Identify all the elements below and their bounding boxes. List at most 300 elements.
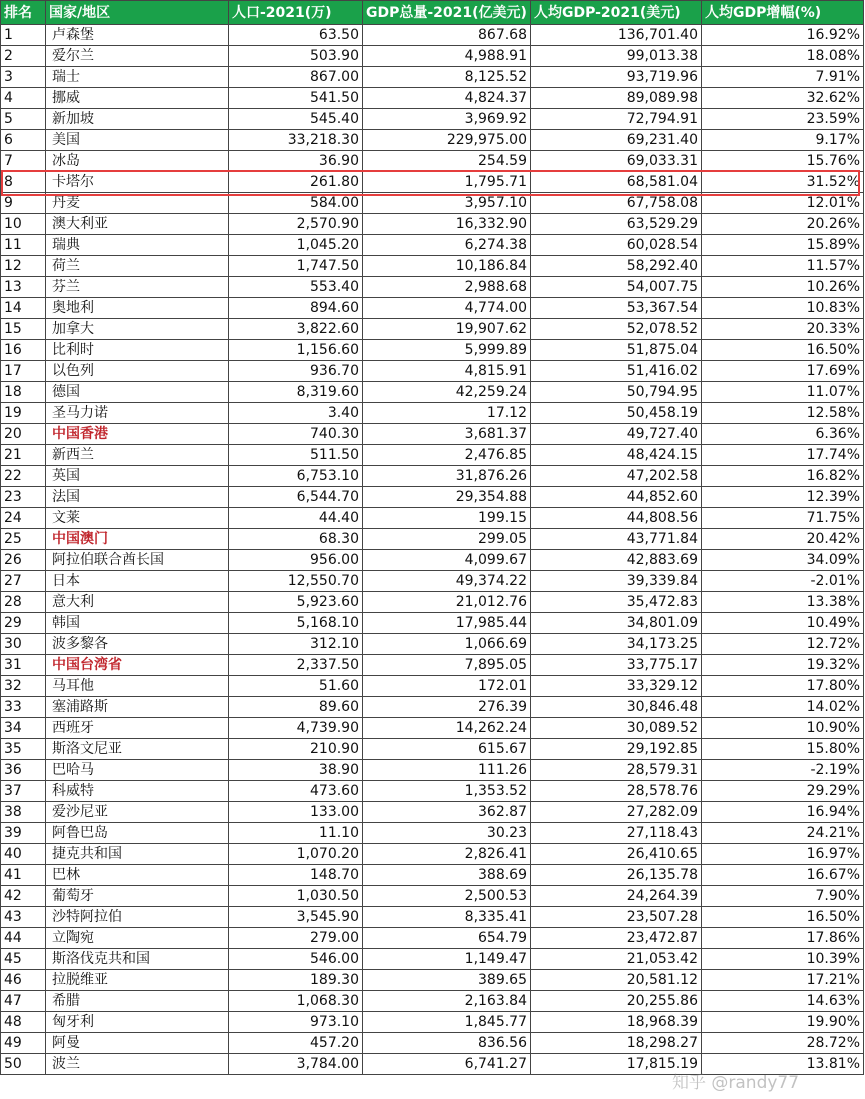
cell-gdp-total: 276.39 — [363, 697, 531, 718]
cell-rank: 44 — [1, 928, 46, 949]
cell-gdp-total: 1,353.52 — [363, 781, 531, 802]
cell-population: 89.60 — [229, 697, 363, 718]
cell-gdp-per-capita: 23,507.28 — [531, 907, 702, 928]
cell-country: 巴哈马 — [46, 760, 229, 781]
cell-population: 5,168.10 — [229, 613, 363, 634]
table-row — [1, 151, 864, 172]
cell-rank: 38 — [1, 802, 46, 823]
cell-growth: 19.90% — [702, 1012, 864, 1033]
cell-population: 1,070.20 — [229, 844, 363, 865]
cell-population: 189.30 — [229, 970, 363, 991]
cell-country: 斯洛伐克共和国 — [46, 949, 229, 970]
cell-gdp-total: 254.59 — [363, 151, 531, 172]
cell-growth: 11.57% — [702, 256, 864, 277]
cell-gdp-per-capita: 34,173.25 — [531, 634, 702, 655]
cell-country: 挪威 — [46, 88, 229, 109]
cell-growth: 7.91% — [702, 67, 864, 88]
cell-gdp-per-capita: 17,815.19 — [531, 1054, 702, 1075]
cell-gdp-per-capita: 28,578.76 — [531, 781, 702, 802]
cell-gdp-total: 2,476.85 — [363, 445, 531, 466]
cell-rank: 14 — [1, 298, 46, 319]
cell-population: 6,544.70 — [229, 487, 363, 508]
cell-gdp-total: 6,274.38 — [363, 235, 531, 256]
cell-country: 文莱 — [46, 508, 229, 529]
cell-growth: 10.26% — [702, 277, 864, 298]
cell-growth: 16.50% — [702, 340, 864, 361]
cell-country: 奥地利 — [46, 298, 229, 319]
cell-country: 意大利 — [46, 592, 229, 613]
cell-population: 51.60 — [229, 676, 363, 697]
cell-growth: 17.69% — [702, 361, 864, 382]
cell-gdp-total: 172.01 — [363, 676, 531, 697]
cell-population: 5,923.60 — [229, 592, 363, 613]
cell-rank: 50 — [1, 1054, 46, 1075]
table-row — [1, 949, 864, 970]
cell-country: 芬兰 — [46, 277, 229, 298]
cell-rank: 35 — [1, 739, 46, 760]
cell-gdp-per-capita: 93,719.96 — [531, 67, 702, 88]
cell-rank: 5 — [1, 109, 46, 130]
cell-growth: 32.62% — [702, 88, 864, 109]
cell-gdp-total: 10,186.84 — [363, 256, 531, 277]
cell-gdp-total: 1,795.71 — [363, 172, 531, 193]
cell-growth: 17.86% — [702, 928, 864, 949]
table-row — [1, 67, 864, 88]
cell-rank: 45 — [1, 949, 46, 970]
cell-population: 312.10 — [229, 634, 363, 655]
cell-country: 卢森堡 — [46, 25, 229, 46]
cell-country: 马耳他 — [46, 676, 229, 697]
table-row — [1, 592, 864, 613]
cell-rank: 28 — [1, 592, 46, 613]
cell-country: 科威特 — [46, 781, 229, 802]
cell-gdp-per-capita: 34,801.09 — [531, 613, 702, 634]
table-row — [1, 487, 864, 508]
cell-population: 3,784.00 — [229, 1054, 363, 1075]
cell-gdp-per-capita: 42,883.69 — [531, 550, 702, 571]
cell-growth: -2.19% — [702, 760, 864, 781]
cell-population: 1,747.50 — [229, 256, 363, 277]
cell-population: 2,570.90 — [229, 214, 363, 235]
cell-gdp-per-capita: 20,581.12 — [531, 970, 702, 991]
cell-rank: 4 — [1, 88, 46, 109]
cell-gdp-per-capita: 35,472.83 — [531, 592, 702, 613]
cell-gdp-per-capita: 50,458.19 — [531, 403, 702, 424]
table-row — [1, 508, 864, 529]
cell-rank: 7 — [1, 151, 46, 172]
cell-country: 西班牙 — [46, 718, 229, 739]
cell-rank: 47 — [1, 991, 46, 1012]
cell-rank: 26 — [1, 550, 46, 571]
cell-country: 法国 — [46, 487, 229, 508]
header-gdp-total: GDP总量-2021(亿美元) — [363, 1, 531, 25]
table-row — [1, 907, 864, 928]
cell-gdp-per-capita: 51,875.04 — [531, 340, 702, 361]
cell-growth: 9.17% — [702, 130, 864, 151]
cell-population: 740.30 — [229, 424, 363, 445]
header-rank: 排名 — [1, 1, 46, 25]
cell-rank: 23 — [1, 487, 46, 508]
cell-gdp-total: 229,975.00 — [363, 130, 531, 151]
cell-growth: 13.81% — [702, 1054, 864, 1075]
cell-gdp-total: 654.79 — [363, 928, 531, 949]
cell-gdp-per-capita: 68,581.04 — [531, 172, 702, 193]
cell-gdp-per-capita: 23,472.87 — [531, 928, 702, 949]
cell-rank: 3 — [1, 67, 46, 88]
table-row — [1, 403, 864, 424]
cell-population: 546.00 — [229, 949, 363, 970]
cell-gdp-total: 199.15 — [363, 508, 531, 529]
cell-gdp-total: 4,774.00 — [363, 298, 531, 319]
cell-growth: 11.07% — [702, 382, 864, 403]
cell-country: 爱沙尼亚 — [46, 802, 229, 823]
cell-rank: 24 — [1, 508, 46, 529]
table-row — [1, 886, 864, 907]
cell-country: 日本 — [46, 571, 229, 592]
cell-population: 279.00 — [229, 928, 363, 949]
cell-growth: 20.33% — [702, 319, 864, 340]
cell-gdp-total: 19,907.62 — [363, 319, 531, 340]
table-row — [1, 298, 864, 319]
cell-rank: 43 — [1, 907, 46, 928]
cell-growth: 12.58% — [702, 403, 864, 424]
cell-gdp-total: 16,332.90 — [363, 214, 531, 235]
cell-country: 德国 — [46, 382, 229, 403]
table-row — [1, 550, 864, 571]
cell-population: 457.20 — [229, 1033, 363, 1054]
cell-country: 斯洛文尼亚 — [46, 739, 229, 760]
table-row — [1, 865, 864, 886]
cell-population: 2,337.50 — [229, 655, 363, 676]
cell-gdp-total: 388.69 — [363, 865, 531, 886]
cell-growth: 71.75% — [702, 508, 864, 529]
cell-gdp-total: 5,999.89 — [363, 340, 531, 361]
cell-gdp-total: 2,988.68 — [363, 277, 531, 298]
table-row — [1, 760, 864, 781]
table-row — [1, 1054, 864, 1075]
cell-gdp-per-capita: 136,701.40 — [531, 25, 702, 46]
cell-gdp-per-capita: 21,053.42 — [531, 949, 702, 970]
table-row — [1, 172, 864, 193]
cell-growth: 16.97% — [702, 844, 864, 865]
cell-rank: 10 — [1, 214, 46, 235]
cell-growth: 20.42% — [702, 529, 864, 550]
cell-rank: 34 — [1, 718, 46, 739]
cell-population: 936.70 — [229, 361, 363, 382]
cell-gdp-total: 14,262.24 — [363, 718, 531, 739]
cell-gdp-total: 7,895.05 — [363, 655, 531, 676]
table-row — [1, 655, 864, 676]
table-row — [1, 277, 864, 298]
table-row — [1, 613, 864, 634]
table-row — [1, 571, 864, 592]
cell-growth: 23.59% — [702, 109, 864, 130]
cell-rank: 41 — [1, 865, 46, 886]
cell-growth: 31.52% — [702, 172, 864, 193]
cell-gdp-per-capita: 29,192.85 — [531, 739, 702, 760]
cell-gdp-per-capita: 30,089.52 — [531, 718, 702, 739]
cell-population: 4,739.90 — [229, 718, 363, 739]
cell-gdp-total: 4,988.91 — [363, 46, 531, 67]
cell-gdp-total: 836.56 — [363, 1033, 531, 1054]
cell-rank: 27 — [1, 571, 46, 592]
cell-gdp-total: 867.68 — [363, 25, 531, 46]
cell-country: 卡塔尔 — [46, 172, 229, 193]
table-row — [1, 739, 864, 760]
cell-gdp-total: 8,335.41 — [363, 907, 531, 928]
cell-gdp-total: 615.67 — [363, 739, 531, 760]
cell-rank: 18 — [1, 382, 46, 403]
table-row — [1, 718, 864, 739]
cell-growth: 15.89% — [702, 235, 864, 256]
cell-gdp-total: 4,824.37 — [363, 88, 531, 109]
table-row — [1, 676, 864, 697]
cell-gdp-per-capita: 39,339.84 — [531, 571, 702, 592]
cell-population: 473.60 — [229, 781, 363, 802]
cell-gdp-total: 1,845.77 — [363, 1012, 531, 1033]
cell-rank: 33 — [1, 697, 46, 718]
header-row — [1, 1, 864, 25]
cell-gdp-total: 3,681.37 — [363, 424, 531, 445]
table-row — [1, 109, 864, 130]
table-row — [1, 214, 864, 235]
table-row — [1, 529, 864, 550]
cell-population: 1,030.50 — [229, 886, 363, 907]
cell-gdp-total: 2,826.41 — [363, 844, 531, 865]
table-row — [1, 319, 864, 340]
cell-rank: 13 — [1, 277, 46, 298]
cell-country: 爱尔兰 — [46, 46, 229, 67]
table-row — [1, 781, 864, 802]
cell-gdp-total: 362.87 — [363, 802, 531, 823]
cell-rank: 31 — [1, 655, 46, 676]
table-row — [1, 844, 864, 865]
cell-gdp-per-capita: 28,579.31 — [531, 760, 702, 781]
cell-gdp-per-capita: 72,794.91 — [531, 109, 702, 130]
cell-population: 36.90 — [229, 151, 363, 172]
table-row — [1, 466, 864, 487]
cell-gdp-total: 8,125.52 — [363, 67, 531, 88]
cell-country: 韩国 — [46, 613, 229, 634]
cell-country: 葡萄牙 — [46, 886, 229, 907]
cell-population: 3,545.90 — [229, 907, 363, 928]
cell-gdp-total: 3,969.92 — [363, 109, 531, 130]
table-row — [1, 1033, 864, 1054]
cell-growth: 6.36% — [702, 424, 864, 445]
cell-population: 210.90 — [229, 739, 363, 760]
cell-gdp-per-capita: 67,758.08 — [531, 193, 702, 214]
cell-population: 1,045.20 — [229, 235, 363, 256]
cell-growth: 34.09% — [702, 550, 864, 571]
table-row — [1, 823, 864, 844]
table-row — [1, 970, 864, 991]
cell-gdp-per-capita: 27,118.43 — [531, 823, 702, 844]
cell-population: 3,822.60 — [229, 319, 363, 340]
cell-growth: 10.49% — [702, 613, 864, 634]
cell-rank: 19 — [1, 403, 46, 424]
cell-gdp-per-capita: 58,292.40 — [531, 256, 702, 277]
cell-growth: 16.50% — [702, 907, 864, 928]
cell-growth: 12.01% — [702, 193, 864, 214]
cell-rank: 21 — [1, 445, 46, 466]
cell-gdp-per-capita: 43,771.84 — [531, 529, 702, 550]
cell-gdp-total: 6,741.27 — [363, 1054, 531, 1075]
table-row — [1, 382, 864, 403]
table-row — [1, 130, 864, 151]
cell-growth: 10.83% — [702, 298, 864, 319]
cell-growth: 19.32% — [702, 655, 864, 676]
cell-country: 美国 — [46, 130, 229, 151]
cell-rank: 6 — [1, 130, 46, 151]
cell-population: 6,753.10 — [229, 466, 363, 487]
cell-population: 503.90 — [229, 46, 363, 67]
cell-country: 波多黎各 — [46, 634, 229, 655]
cell-growth: 13.38% — [702, 592, 864, 613]
cell-rank: 49 — [1, 1033, 46, 1054]
cell-country: 荷兰 — [46, 256, 229, 277]
cell-rank: 32 — [1, 676, 46, 697]
cell-country: 丹麦 — [46, 193, 229, 214]
cell-gdp-per-capita: 51,416.02 — [531, 361, 702, 382]
cell-growth: 10.39% — [702, 949, 864, 970]
cell-population: 148.70 — [229, 865, 363, 886]
cell-gdp-total: 1,066.69 — [363, 634, 531, 655]
cell-country: 立陶宛 — [46, 928, 229, 949]
cell-growth: 12.72% — [702, 634, 864, 655]
cell-gdp-total: 29,354.88 — [363, 487, 531, 508]
cell-rank: 20 — [1, 424, 46, 445]
cell-country: 中国香港 — [46, 424, 229, 445]
cell-rank: 36 — [1, 760, 46, 781]
cell-gdp-total: 1,149.47 — [363, 949, 531, 970]
cell-gdp-per-capita: 30,846.48 — [531, 697, 702, 718]
cell-gdp-per-capita: 33,329.12 — [531, 676, 702, 697]
cell-gdp-total: 17,985.44 — [363, 613, 531, 634]
cell-country: 比利时 — [46, 340, 229, 361]
cell-population: 261.80 — [229, 172, 363, 193]
cell-country: 塞浦路斯 — [46, 697, 229, 718]
cell-growth: 16.67% — [702, 865, 864, 886]
cell-gdp-per-capita: 26,135.78 — [531, 865, 702, 886]
cell-country: 沙特阿拉伯 — [46, 907, 229, 928]
cell-country: 阿拉伯联合酋长国 — [46, 550, 229, 571]
cell-country: 圣马力诺 — [46, 403, 229, 424]
cell-country: 巴林 — [46, 865, 229, 886]
table-row — [1, 991, 864, 1012]
cell-rank: 9 — [1, 193, 46, 214]
cell-growth: 24.21% — [702, 823, 864, 844]
cell-country: 瑞典 — [46, 235, 229, 256]
cell-gdp-per-capita: 27,282.09 — [531, 802, 702, 823]
cell-country: 中国台湾省 — [46, 655, 229, 676]
cell-country: 匈牙利 — [46, 1012, 229, 1033]
cell-gdp-per-capita: 53,367.54 — [531, 298, 702, 319]
cell-gdp-total: 3,957.10 — [363, 193, 531, 214]
cell-growth: 17.80% — [702, 676, 864, 697]
cell-gdp-per-capita: 89,089.98 — [531, 88, 702, 109]
cell-gdp-total: 31,876.26 — [363, 466, 531, 487]
cell-country: 澳大利亚 — [46, 214, 229, 235]
cell-gdp-per-capita: 63,529.29 — [531, 214, 702, 235]
cell-gdp-per-capita: 44,852.60 — [531, 487, 702, 508]
table-row — [1, 445, 864, 466]
cell-population: 867.00 — [229, 67, 363, 88]
cell-rank: 30 — [1, 634, 46, 655]
cell-country: 英国 — [46, 466, 229, 487]
cell-gdp-per-capita: 69,033.31 — [531, 151, 702, 172]
table-row — [1, 235, 864, 256]
cell-growth: 7.90% — [702, 886, 864, 907]
cell-population: 541.50 — [229, 88, 363, 109]
cell-growth: 16.94% — [702, 802, 864, 823]
cell-growth: 28.72% — [702, 1033, 864, 1054]
cell-gdp-total: 111.26 — [363, 760, 531, 781]
cell-rank: 12 — [1, 256, 46, 277]
cell-gdp-total: 17.12 — [363, 403, 531, 424]
cell-population: 8,319.60 — [229, 382, 363, 403]
cell-rank: 15 — [1, 319, 46, 340]
cell-growth: 14.63% — [702, 991, 864, 1012]
cell-rank: 48 — [1, 1012, 46, 1033]
table-row — [1, 88, 864, 109]
table-row — [1, 25, 864, 46]
cell-country: 新西兰 — [46, 445, 229, 466]
cell-population: 63.50 — [229, 25, 363, 46]
cell-country: 冰岛 — [46, 151, 229, 172]
cell-population: 545.40 — [229, 109, 363, 130]
cell-gdp-per-capita: 54,007.75 — [531, 277, 702, 298]
header-country: 国家/地区 — [46, 1, 229, 25]
cell-rank: 11 — [1, 235, 46, 256]
cell-gdp-per-capita: 49,727.40 — [531, 424, 702, 445]
table-row — [1, 634, 864, 655]
cell-gdp-per-capita: 60,028.54 — [531, 235, 702, 256]
cell-gdp-total: 299.05 — [363, 529, 531, 550]
cell-rank: 42 — [1, 886, 46, 907]
table-row — [1, 928, 864, 949]
cell-country: 加拿大 — [46, 319, 229, 340]
cell-gdp-per-capita: 52,078.52 — [531, 319, 702, 340]
cell-rank: 37 — [1, 781, 46, 802]
cell-rank: 29 — [1, 613, 46, 634]
cell-growth: -2.01% — [702, 571, 864, 592]
table-row — [1, 697, 864, 718]
cell-gdp-per-capita: 69,231.40 — [531, 130, 702, 151]
cell-gdp-total: 2,163.84 — [363, 991, 531, 1012]
cell-rank: 40 — [1, 844, 46, 865]
cell-growth: 29.29% — [702, 781, 864, 802]
cell-growth: 20.26% — [702, 214, 864, 235]
cell-rank: 2 — [1, 46, 46, 67]
cell-gdp-total: 42,259.24 — [363, 382, 531, 403]
cell-country: 新加坡 — [46, 109, 229, 130]
table-row — [1, 424, 864, 445]
cell-gdp-per-capita: 18,298.27 — [531, 1033, 702, 1054]
cell-population: 3.40 — [229, 403, 363, 424]
cell-growth: 15.80% — [702, 739, 864, 760]
cell-country: 捷克共和国 — [46, 844, 229, 865]
table-row — [1, 193, 864, 214]
cell-gdp-per-capita: 50,794.95 — [531, 382, 702, 403]
header-gdp-per-capita: 人均GDP-2021(美元) — [531, 1, 702, 25]
cell-rank: 25 — [1, 529, 46, 550]
table-row — [1, 1012, 864, 1033]
table-header — [1, 1, 864, 25]
cell-gdp-total: 4,815.91 — [363, 361, 531, 382]
table-row — [1, 802, 864, 823]
cell-gdp-total: 4,099.67 — [363, 550, 531, 571]
table-row — [1, 256, 864, 277]
